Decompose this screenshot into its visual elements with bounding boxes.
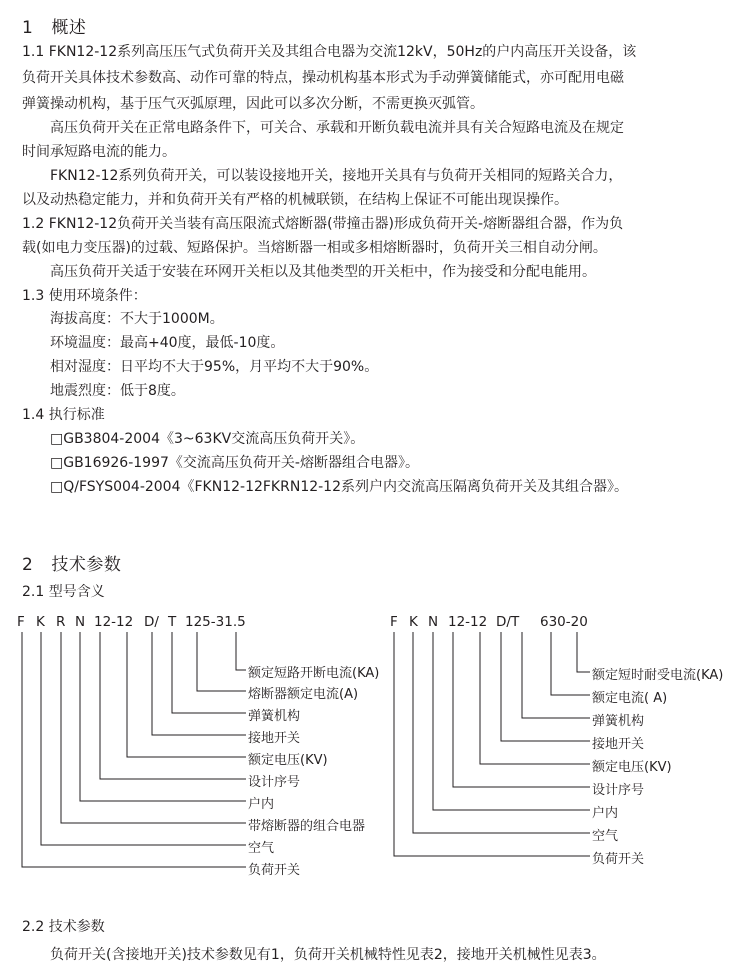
left-label-breaking-current: 额定短路开断电流(KA) xyxy=(248,666,380,681)
right-label-rated-voltage: 额定电压(KV) xyxy=(592,760,672,775)
left-code-F: F xyxy=(17,614,25,630)
left-code-K: K xyxy=(36,614,45,630)
left-connector-load-switch xyxy=(22,632,246,867)
env-altitude: 海拔高度：不大于1000M。 xyxy=(50,311,224,327)
paragraph-1-2-line-2: 载(如电力变压器)的过载、短路保护。当熔断器一相或多相熔断器时，负荷开关三相自动分闸。 xyxy=(22,240,607,256)
left-label-design-number: 设计序号 xyxy=(248,775,301,790)
left-connector-air xyxy=(41,632,246,845)
right-connector-rated-current xyxy=(551,632,590,695)
left-label-fuse-current: 熔断器额定电流(A) xyxy=(248,687,359,702)
right-code-N: N xyxy=(428,614,439,630)
right-connector-withstand-current xyxy=(577,632,590,672)
left-code-DT: D/ xyxy=(144,614,159,630)
right-code-F: F xyxy=(390,614,398,630)
left-label-earthing-switch: 接地开关 xyxy=(248,731,301,746)
paragraph-3-line-1: FKN12-12系列负荷开关，可以装设接地开关，接地开关具有与负荷开关相同的短路关合力， xyxy=(50,168,623,184)
left-label-load-switch: 负荷开关 xyxy=(248,863,301,878)
env-temperature: 环境温度：最高+40度，最低-10度。 xyxy=(50,335,285,351)
section-1-title: 概述 xyxy=(51,18,87,38)
paragraph-5: 高压负荷开关适于安装在环网开关柜以及其他类型的开关柜中，作为接受和分配电能用。 xyxy=(50,264,596,280)
left-label-air: 空气 xyxy=(248,841,275,856)
standard-item-3: □Q/FSYS004-2004《FKN12-12FKRN12-12系列户内交流高压隔离负荷开关及其组合器》。 xyxy=(50,479,628,495)
right-label-design-number: 设计序号 xyxy=(592,783,645,798)
section-2-title: 技术参数 xyxy=(51,555,122,575)
left-label-rated-voltage: 额定电压(KV) xyxy=(248,753,328,768)
section-1-number: 1 xyxy=(22,18,34,38)
right-code-DT: D/T xyxy=(496,614,520,630)
left-label-indoor: 户内 xyxy=(248,797,275,812)
left-code-voltage: 12-12 xyxy=(94,614,134,630)
paragraph-1-1-line-3: 弹簧操动机构，基于压气灭弧原理，因此可以多次分断，不需更换灭弧管。 xyxy=(22,96,484,112)
right-connector-indoor xyxy=(433,632,590,810)
standard-item-1: □GB3804-2004《3~63KV交流高压负荷开关》。 xyxy=(50,431,365,447)
subsection-2-2-title: 2.2 技术参数 xyxy=(22,919,105,935)
right-connector-load-switch xyxy=(394,632,590,856)
section-2-number: 2 xyxy=(22,555,34,575)
standard-item-2: □GB16926-1997《交流高压负荷开关-熔断器组合电器》。 xyxy=(50,455,419,471)
right-label-air: 空气 xyxy=(592,829,619,844)
left-connector-indoor xyxy=(80,632,246,801)
left-code-T: T xyxy=(168,614,177,630)
paragraph-3-line-2: 以及动热稳定能力，并和负荷开关有严格的机械联锁，在结构上保证不可能出现误操作。 xyxy=(22,192,568,208)
right-connector-rated-voltage xyxy=(480,632,590,764)
paragraph-1-2-line-1: 1.2 FKN12-12负荷开关当装有高压限流式熔断器(带撞击器)形成负荷开关-熔断器组合器，作为负 xyxy=(22,216,624,232)
left-connector-fuse-combination xyxy=(61,632,246,823)
env-humidity: 相对湿度：日平均不大于95%，月平均不大于90%。 xyxy=(50,359,379,375)
env-seismic: 地震烈度：低于8度。 xyxy=(50,383,185,399)
left-code-N: N xyxy=(75,614,86,630)
subsection-2-1-title: 2.1 型号含义 xyxy=(22,584,105,600)
right-label-earthing-switch: 接地开关 xyxy=(592,737,645,752)
left-connector-breaking-current xyxy=(236,632,246,670)
left-code-rating: 125-31.5 xyxy=(185,614,246,630)
left-connector-spring-mechanism xyxy=(172,632,246,713)
left-connector-earthing-switch xyxy=(152,632,246,735)
right-label-indoor: 户内 xyxy=(592,806,619,821)
left-label-fuse-combination: 带熔断器的组合电器 xyxy=(248,819,366,834)
paragraph-1-1-line-1: 1.1 FKN12-12系列高压压气式负荷开关及其组合电器为交流12kV，50Hz的户内高压开关设备，该 xyxy=(22,44,637,60)
right-label-load-switch: 负荷开关 xyxy=(592,852,645,867)
left-connector-fuse-current xyxy=(197,632,246,691)
env-conditions-title: 1.3 使用环境条件： xyxy=(22,288,147,304)
right-code-K: K xyxy=(409,614,418,630)
right-code-rating: 630-20 xyxy=(540,614,588,630)
paragraph-2-line-1: 高压负荷开关在正常电路条件下，可关合、承载和开断负载电流并具有关合短路电流及在规定 xyxy=(50,120,624,136)
standards-title: 1.4 执行标准 xyxy=(22,407,105,423)
paragraph-1-1-line-2: 负荷开关具体技术参数高、动作可靠的特点，操动机构基本形式为手动弹簧储能式，亦可配用电磁 xyxy=(22,70,624,86)
paragraph-2-line-2: 时间承短路电流的能力。 xyxy=(22,144,176,160)
right-label-withstand-current: 额定短时耐受电流(KA) xyxy=(592,668,724,683)
tech-params-paragraph: 负荷开关(含接地开关)技术参数见有1，负荷开关机械特性见表2，接地开关机械性见表3。 xyxy=(50,947,606,963)
right-connector-spring-mechanism xyxy=(522,632,590,718)
right-code-voltage: 12-12 xyxy=(448,614,488,630)
left-connector-rated-voltage xyxy=(127,632,246,757)
right-label-rated-current: 额定电流( A) xyxy=(592,691,668,706)
right-label-spring-mechanism: 弹簧机构 xyxy=(592,714,645,729)
left-code-R: R xyxy=(56,614,66,630)
left-label-spring-mechanism: 弹簧机构 xyxy=(248,709,301,724)
